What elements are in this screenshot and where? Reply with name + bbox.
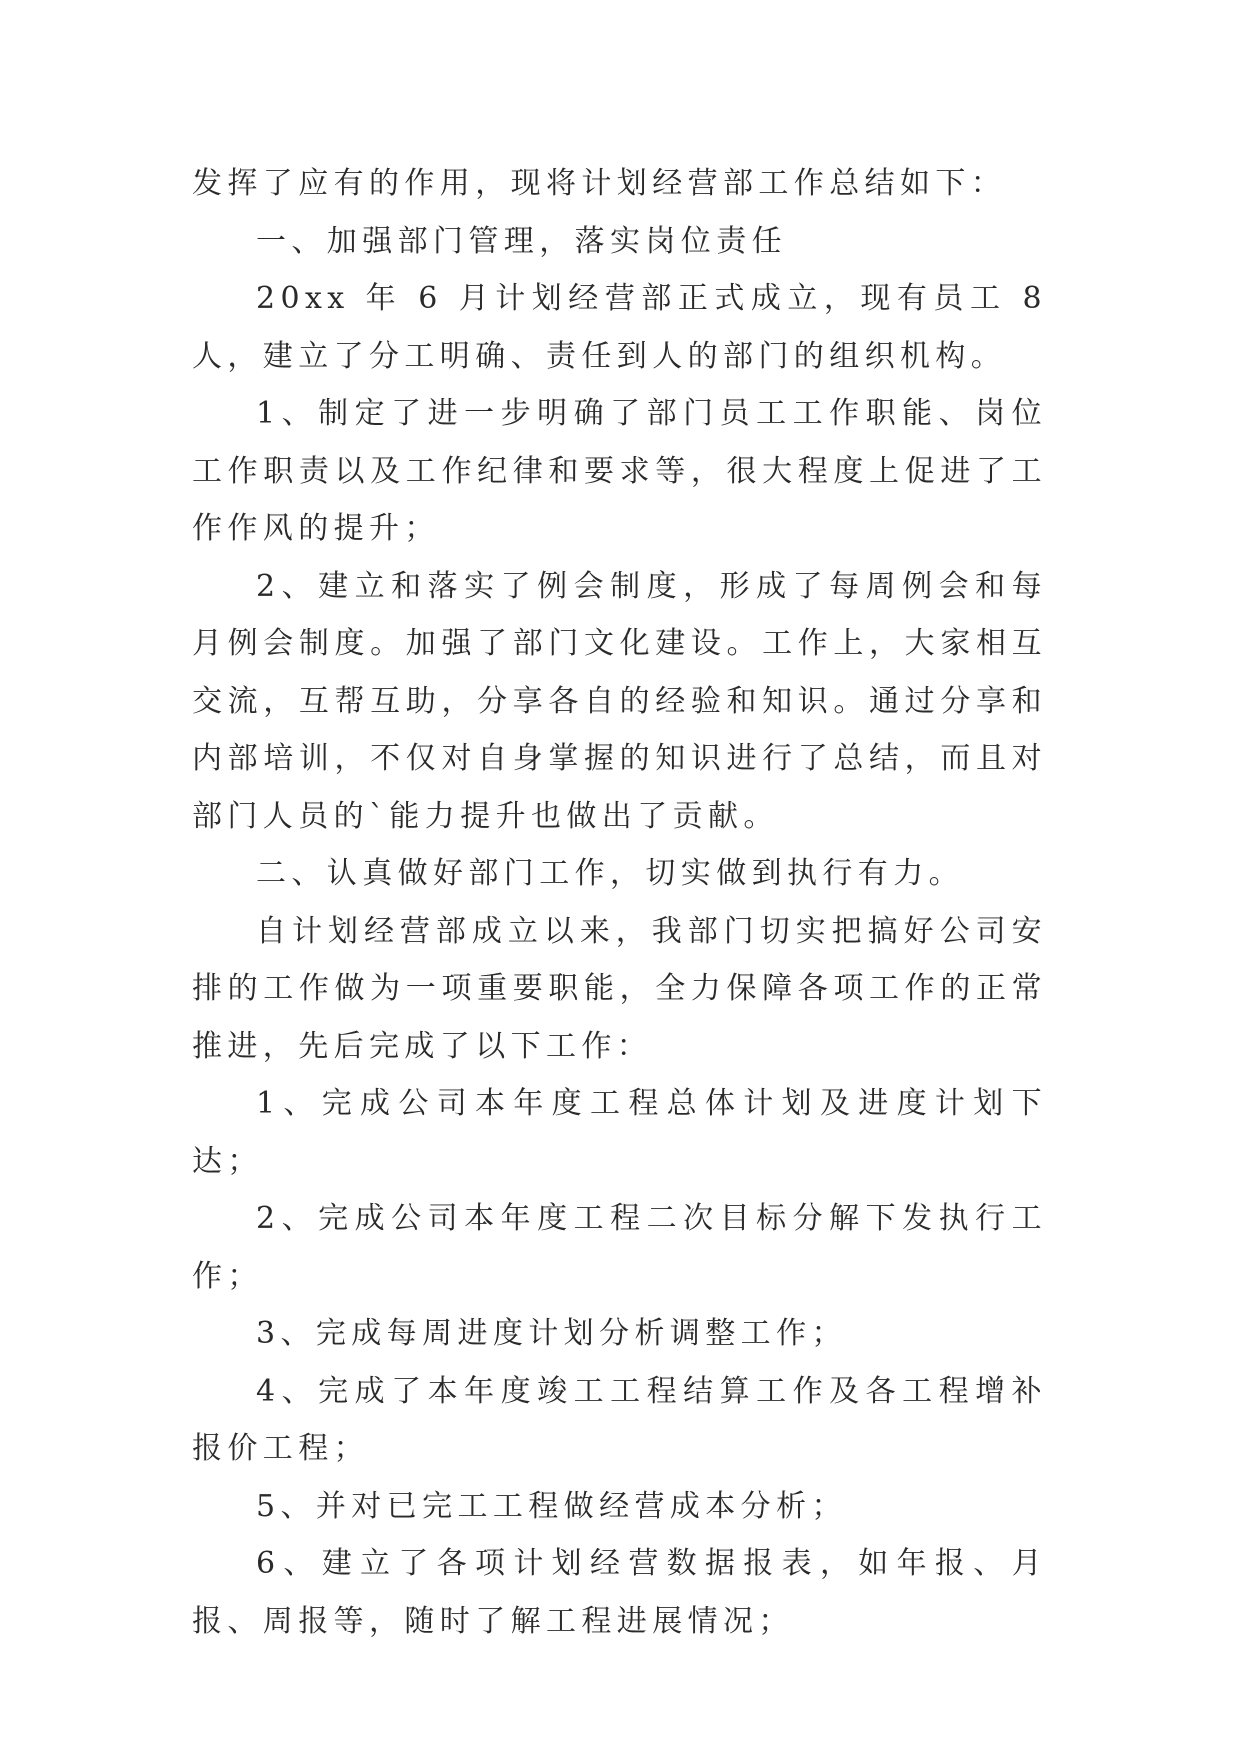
list-item: 3、完成每周进度计划分析调整工作； (256, 1316, 847, 1351)
paragraph: 发挥了应有的作用，现将计划经营部工作总结如下： (192, 166, 1007, 201)
list-item: 2、完成公司本年度工程二次目标分解下发执行工作； (192, 1201, 1047, 1294)
section-heading: 二、认真做好部门工作，切实做到执行有力。 (256, 856, 964, 891)
list-item: 6、建立了各项计划经营数据报表，如年报、月报、周报等，随时了解工程进展情况； (192, 1546, 1047, 1639)
list-item: 1、完成公司本年度工程总体计划及进度计划下达； (192, 1086, 1047, 1179)
section-heading: 一、加强部门管理，落实岗位责任 (256, 223, 787, 259)
list-item: 2、建立和落实了例会制度，形成了每周例会和每月例会制度。加强了部门文化建设。工作上，大家相互交流，互帮互助，分享各自的经验和知识。通过分享和内部培训，不仅对自身掌握的知识进行了总结，而且对部门人员的`能力提升也做出了贡献。 (192, 568, 1047, 834)
list-item: 4、完成了本年度竣工工程结算工作及各工程增补报价工程； (192, 1373, 1047, 1466)
list-item: 1、制定了进一步明确了部门员工工作职能、岗位工作职责以及工作纪律和要求等，很大程度上促进了工作作风的提升； (192, 396, 1047, 546)
list-item: 5、并对已完工工程做经营成本分析； (256, 1488, 847, 1524)
paragraph: 自计划经营部成立以来，我部门切实把搞好公司安排的工作做为一项重要职能，全力保障各项工作的正常推进，先后完成了以下工作： (192, 913, 1047, 1064)
document-body (192, 155, 1047, 1650)
paragraph: 20xx 年 6 月计划经营部正式成立，现有员工 8 人，建立了分工明确、责任到人的部门的组织机构。 (192, 281, 1047, 374)
